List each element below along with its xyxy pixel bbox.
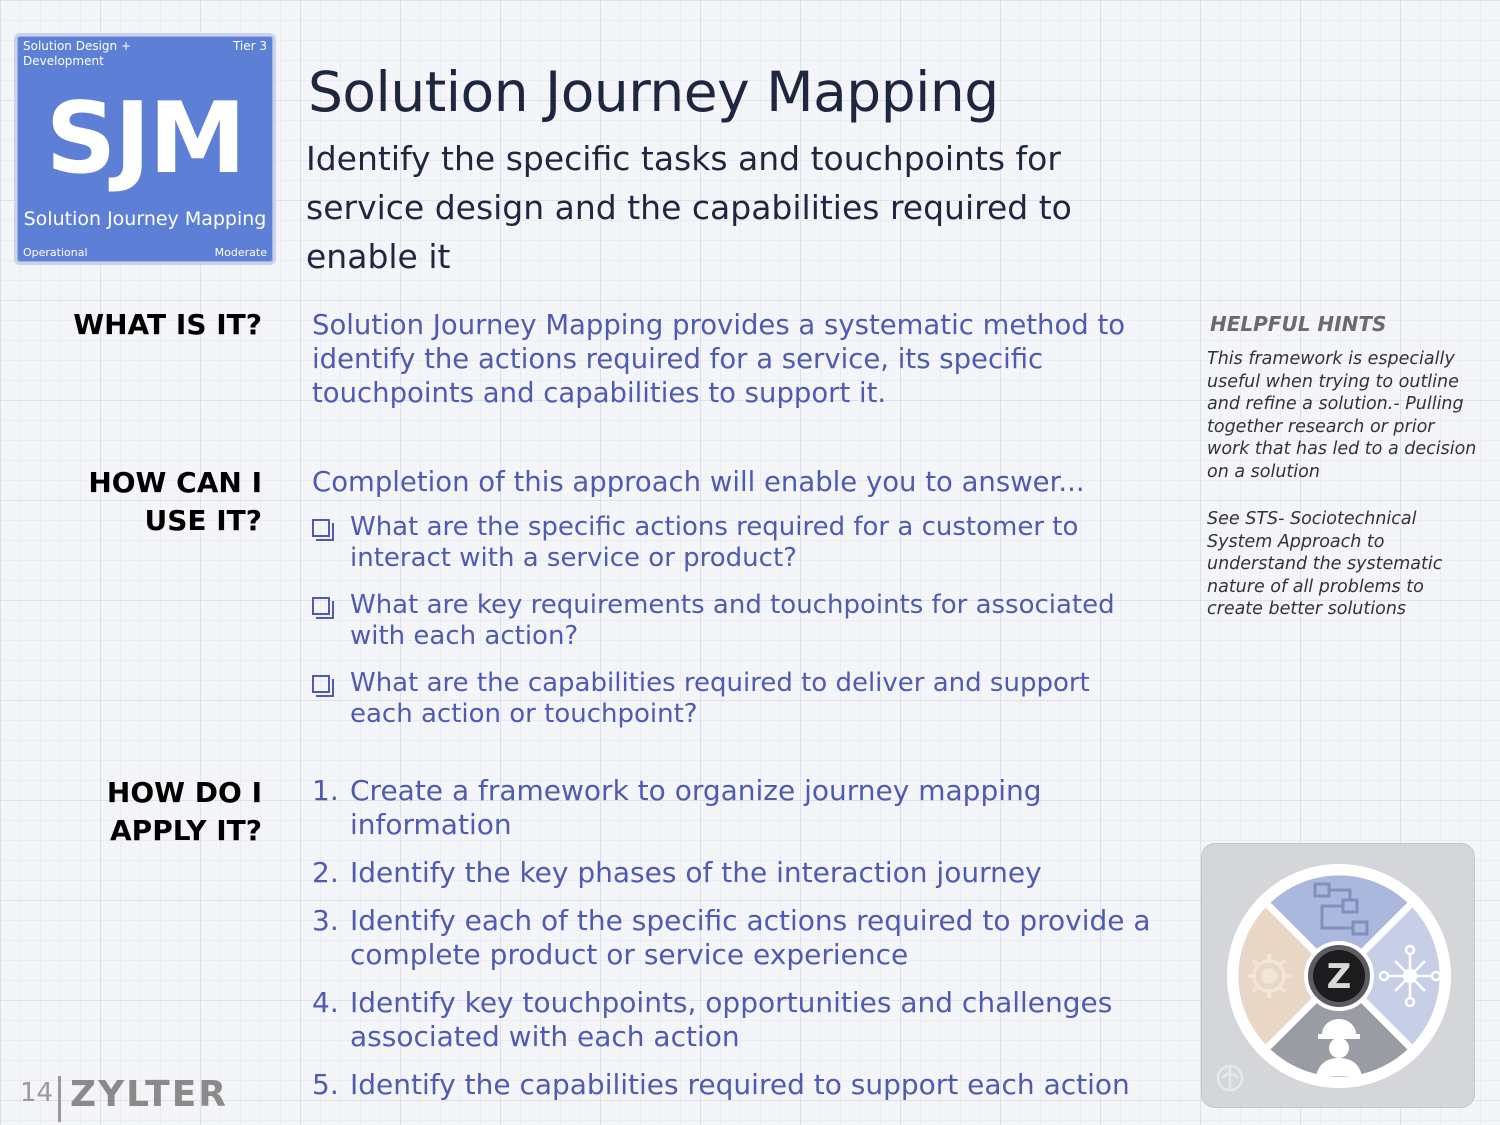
badge-level: Moderate [214, 246, 267, 259]
checkbox-icon [312, 597, 330, 615]
checkbox-icon [312, 519, 330, 537]
step-number: 4. [312, 986, 339, 1019]
question-text: What are the capabilities required to deliver and support each action or touchpoint? [350, 668, 1090, 729]
list-item [312, 904, 1162, 972]
list-item [312, 512, 1142, 574]
list-item [312, 856, 1162, 890]
what-heading: WHAT IS IT? [73, 308, 262, 341]
list-item [312, 774, 1162, 842]
hint-text: See STS- Sociotechnical System Approach to understand the systematic nature of all problems to create better solutions [1207, 509, 1443, 619]
method-badge [14, 33, 276, 265]
badge-tier: Tier 3 [232, 39, 267, 53]
question-text: What are the specific actions required for a customer to interact with a service or product? [350, 512, 1079, 573]
apply-heading-line2: APPLY IT? [110, 814, 262, 847]
step-text: Identify each of the specific actions required to provide a complete product or service experience [350, 904, 1151, 971]
step-number: 5. [312, 1068, 339, 1101]
step-text: Identify the capabilities required to support each action [350, 1068, 1130, 1101]
list-item [312, 1068, 1162, 1102]
hints-heading: HELPFUL HINTS [1210, 312, 1387, 336]
gear-head-icon [1247, 954, 1291, 998]
list-item [312, 590, 1142, 652]
list-item [312, 668, 1142, 730]
list-item [312, 986, 1162, 1054]
hint-text: This framework is especially useful when trying to outline and refine a solution.- Pulling together research or prior work that has led to a decision on a solution [1207, 349, 1477, 482]
badge-acronym: SJM [45, 82, 245, 196]
use-heading-line2: USE IT? [144, 504, 262, 537]
step-number: 2. [312, 856, 339, 889]
brand-logo: ZYLTER [70, 1074, 229, 1115]
page-number: 14 [20, 1078, 54, 1108]
apply-heading [40, 774, 262, 850]
step-text: Create a framework to organize journey mapping information [350, 774, 1042, 841]
step-number: 1. [312, 774, 339, 807]
wheel-graphic [1202, 844, 1476, 1109]
step-text: Identify key touchpoints, opportunities and challenges associated with each action [350, 986, 1113, 1053]
question-text: What are key requirements and touchpoints for associated with each action? [350, 590, 1115, 651]
question-list [312, 512, 1142, 746]
badge-name: Solution Journey Mapping [23, 208, 267, 230]
use-heading [40, 464, 262, 540]
wheel-center-letter: Z [1326, 957, 1352, 997]
badge-category: Solution Design + Development [23, 39, 131, 68]
page-subtitle: Identify the specific tasks and touchpoints for service design and the capabilities required to enable it [306, 139, 1072, 276]
what-description: Solution Journey Mapping provides a systematic method to identify the actions required for a service, its specific touchpoints and capabilities to support it. [312, 309, 1126, 409]
method-wheel [1201, 843, 1475, 1108]
step-text: Identify the key phases of the interaction journey [350, 856, 1042, 889]
checkbox-icon [312, 675, 330, 693]
use-heading-line1: HOW CAN I [88, 466, 262, 499]
use-intro: Completion of this approach will enable you to answer... [312, 466, 1085, 498]
badge-type: Operational [23, 246, 88, 259]
page-title: Solution Journey Mapping [308, 60, 999, 124]
apply-heading-line1: HOW DO I [106, 776, 262, 809]
step-list [312, 774, 1162, 1116]
footer-divider [58, 1076, 61, 1122]
step-number: 3. [312, 904, 339, 937]
brain-icon [1218, 1066, 1242, 1090]
